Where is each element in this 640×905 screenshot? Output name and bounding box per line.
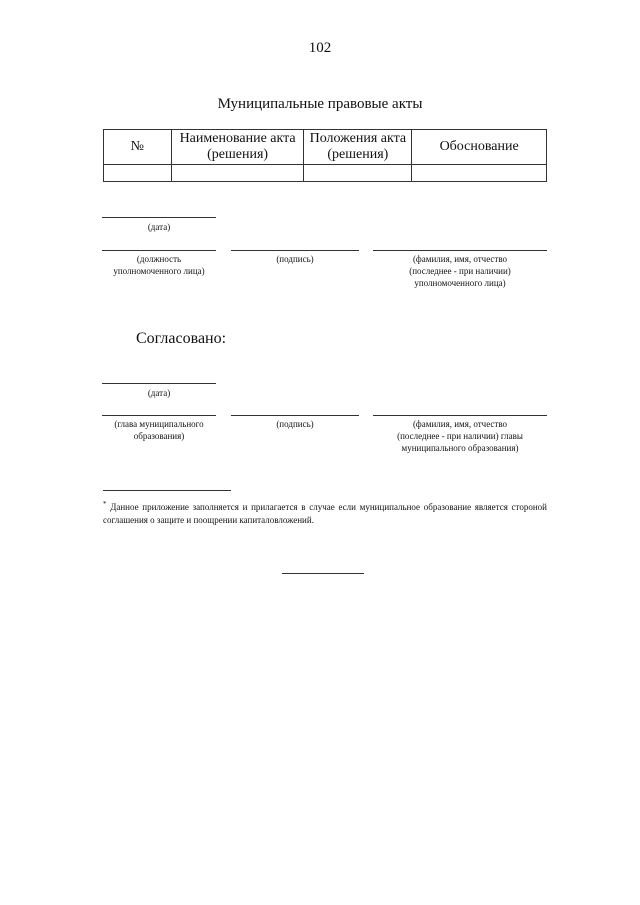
header-act-provisions: Положения акта (решения): [304, 130, 412, 165]
date-caption: (дата): [147, 388, 171, 398]
signature-line: [231, 250, 359, 251]
position-caption: (глава муниципального образования): [114, 419, 204, 441]
date-line: [102, 217, 216, 218]
table-cell: [412, 165, 547, 182]
name-line: [373, 250, 547, 251]
position-line: [102, 250, 216, 251]
position-line: [102, 415, 216, 416]
date-caption: (дата): [147, 222, 171, 232]
section-title: Муниципальные правовые акты: [217, 96, 423, 112]
footnote: [103, 498, 547, 527]
acts-table: [103, 129, 547, 182]
table-cell: [171, 165, 304, 182]
table-row: [104, 165, 547, 182]
signature-caption: (подпись): [276, 254, 314, 264]
header-justification: Обоснование: [412, 130, 547, 165]
name-caption: (фамилия, имя, отчество (последнее - при наличии) главы муниципального образования): [397, 419, 523, 453]
table-header-row: [104, 130, 547, 165]
page-number: 102: [308, 40, 332, 56]
footnote-text: Данное приложение заполняется и прилагается в случае если муниципальное образование является стороной соглашения о защите и поощрении капиталовложений.: [103, 502, 547, 525]
header-number: №: [104, 130, 172, 165]
name-caption: (фамилия, имя, отчество (последнее - при наличии) уполномоченного лица): [409, 254, 511, 288]
name-line: [373, 415, 547, 416]
footnote-separator: [103, 490, 231, 491]
header-act-name: Наименование акта (решения): [171, 130, 304, 165]
table-cell: [304, 165, 412, 182]
end-line: [282, 573, 364, 574]
footnote-marker: *: [103, 500, 107, 508]
table-cell: [104, 165, 172, 182]
signature-line: [231, 415, 359, 416]
agreed-label: Согласовано:: [136, 330, 227, 347]
signature-caption: (подпись): [276, 419, 314, 429]
date-line: [102, 383, 216, 384]
position-caption: (должность уполномоченного лица): [113, 254, 205, 276]
